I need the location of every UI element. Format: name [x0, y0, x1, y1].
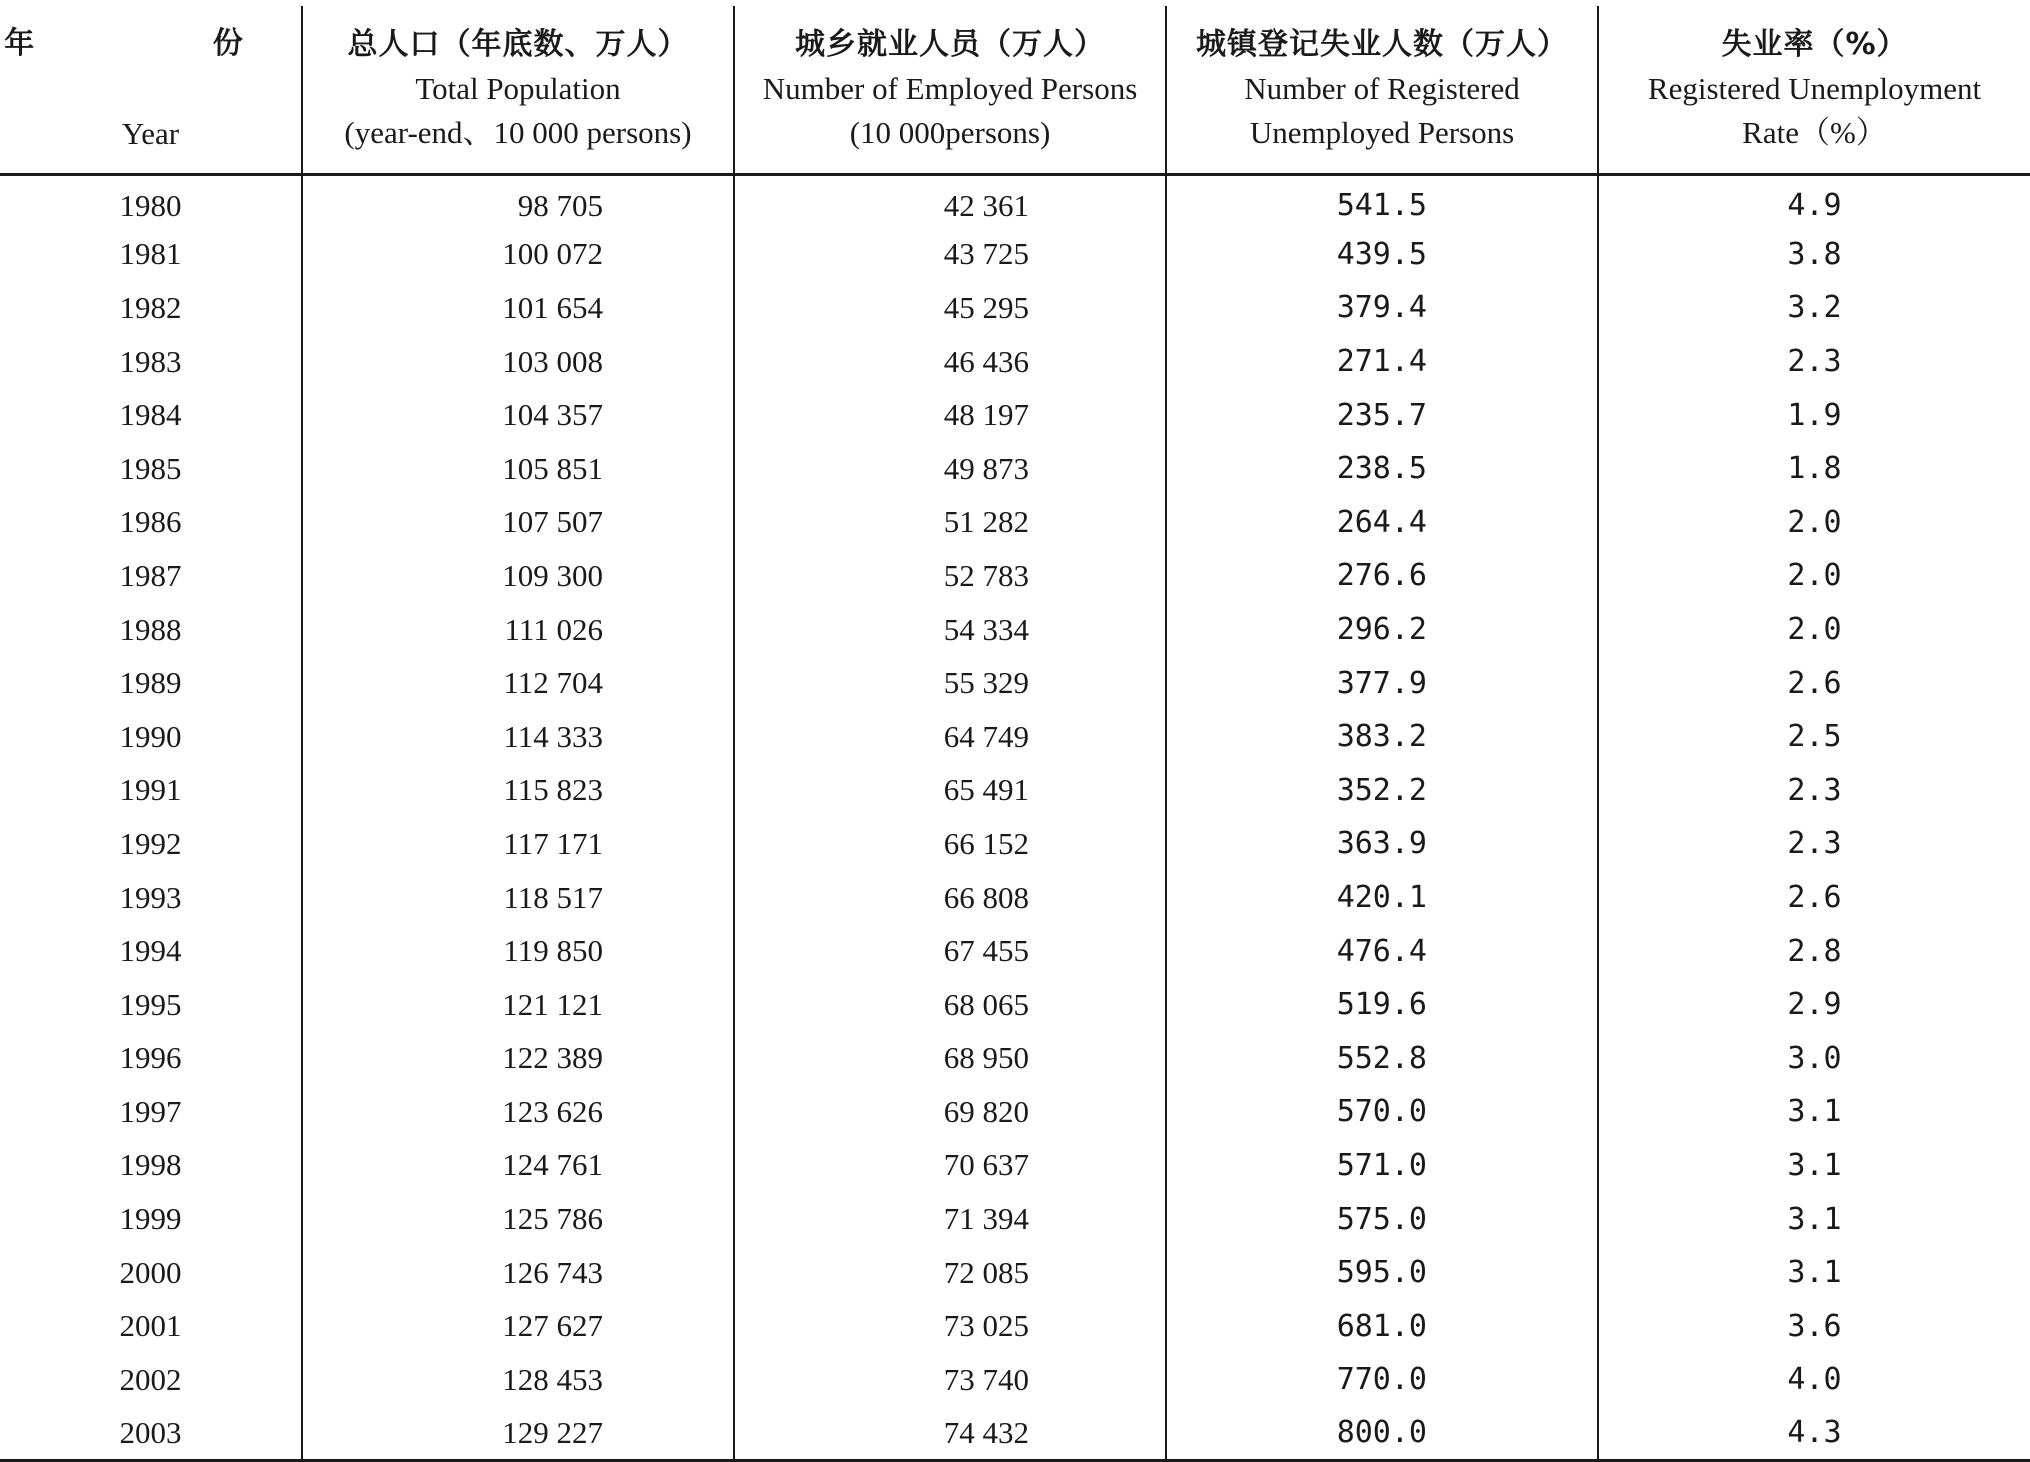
header-unemp-en1: Number of Registered [1244, 71, 1520, 107]
cell-employed-persons: 66 808 [734, 871, 1166, 925]
cell-employed-persons: 67 455 [734, 924, 1166, 978]
employment-statistics-table [0, 6, 2030, 1462]
cell-total-population: 98 705 [302, 174, 734, 228]
table-row [0, 335, 2030, 389]
cell-registered-unemployed: 352.2 [1166, 764, 1598, 818]
table-row [0, 710, 2030, 764]
statistics-table-container [0, 6, 2030, 1462]
cell-total-population: 124 761 [302, 1139, 734, 1193]
table-row [0, 496, 2030, 550]
cell-year: 2001 [119, 1308, 182, 1344]
cell-unemployment-rate: 2.3 [1598, 817, 2030, 871]
cell-year: 2003 [0, 1407, 302, 1461]
cell-total-population: 100 072 [302, 228, 734, 282]
cell-total-population: 122 389 [302, 1032, 734, 1086]
table-row [0, 442, 2030, 496]
header-rate-zh: 失业率（%） [1721, 27, 1908, 63]
table-row [0, 1085, 2030, 1139]
cell-employed-persons: 66 152 [734, 817, 1166, 871]
table-row [0, 764, 2030, 818]
cell-registered-unemployed: 383.2 [1166, 710, 1598, 764]
table-row [0, 1246, 2030, 1300]
cell-employed-persons: 70 637 [734, 1139, 1166, 1193]
cell-unemployment-rate: 4.3 [1598, 1407, 2030, 1461]
table-row [0, 1192, 2030, 1246]
cell-year: 1981 [119, 236, 182, 272]
cell-total-population: 101 654 [302, 281, 734, 335]
cell-unemployment-rate: 3.1 [1598, 1085, 2030, 1139]
table-row [0, 603, 2030, 657]
cell-year: 1996 [119, 1040, 182, 1076]
cell-year: 1988 [119, 611, 182, 647]
cell-employed-persons: 54 334 [734, 603, 1166, 657]
cell-employed-persons: 64 749 [734, 710, 1166, 764]
cell-year: 1995 [119, 986, 182, 1022]
table-row [0, 281, 2030, 335]
table-row [0, 388, 2030, 442]
cell-total-population: 105 851 [302, 442, 734, 496]
header-emp-en1: Number of Employed Persons [762, 71, 1138, 107]
cell-total-population: 107 507 [302, 496, 734, 550]
cell-unemployment-rate: 3.8 [1598, 228, 2030, 282]
cell-total-population: 123 626 [302, 1085, 734, 1139]
cell-unemployment-rate: 4.9 [1598, 174, 2030, 228]
table-row [0, 174, 2030, 228]
cell-employed-persons: 46 436 [734, 335, 1166, 389]
header-year [0, 6, 302, 174]
cell-total-population: 115 823 [302, 764, 734, 818]
cell-year: 2002 [119, 1361, 182, 1397]
cell-registered-unemployed: 519.6 [1166, 978, 1598, 1032]
cell-year: 1999 [119, 1201, 182, 1237]
cell-employed-persons: 52 783 [734, 549, 1166, 603]
cell-registered-unemployed: 377.9 [1166, 656, 1598, 710]
header-rate-en1: Registered Unemployment [1647, 71, 1982, 107]
cell-unemployment-rate: 3.1 [1598, 1139, 2030, 1193]
cell-total-population: 117 171 [302, 817, 734, 871]
header-pop-en1: Total Population [415, 71, 621, 107]
cell-registered-unemployed: 575.0 [1166, 1192, 1598, 1246]
table-row [0, 1353, 2030, 1407]
cell-year: 1993 [119, 879, 182, 915]
cell-employed-persons: 72 085 [734, 1246, 1166, 1300]
cell-unemployment-rate: 3.1 [1598, 1246, 2030, 1300]
cell-year: 1990 [119, 718, 182, 754]
header-row [0, 6, 2030, 174]
cell-employed-persons: 43 725 [734, 228, 1166, 282]
cell-year: 1983 [119, 343, 182, 379]
cell-total-population: 103 008 [302, 335, 734, 389]
cell-registered-unemployed: 235.7 [1166, 388, 1598, 442]
cell-registered-unemployed: 770.0 [1166, 1353, 1598, 1407]
table-row [0, 924, 2030, 978]
table-row [0, 871, 2030, 925]
cell-unemployment-rate: 3.1 [1598, 1192, 2030, 1246]
cell-total-population: 118 517 [302, 871, 734, 925]
cell-employed-persons: 48 197 [734, 388, 1166, 442]
cell-unemployment-rate: 2.0 [1598, 496, 2030, 550]
cell-registered-unemployed: 271.4 [1166, 335, 1598, 389]
table-row [0, 1032, 2030, 1086]
cell-total-population: 125 786 [302, 1192, 734, 1246]
cell-registered-unemployed: 379.4 [1166, 281, 1598, 335]
cell-year: 1997 [119, 1093, 182, 1129]
cell-registered-unemployed: 571.0 [1166, 1139, 1598, 1193]
table-row [0, 1139, 2030, 1193]
cell-registered-unemployed: 363.9 [1166, 817, 1598, 871]
cell-unemployment-rate: 3.2 [1598, 281, 2030, 335]
cell-year: 1992 [119, 825, 182, 861]
cell-registered-unemployed: 264.4 [1166, 496, 1598, 550]
cell-unemployment-rate: 2.0 [1598, 549, 2030, 603]
cell-total-population: 121 121 [302, 978, 734, 1032]
header-year-en: Year [121, 116, 180, 152]
cell-registered-unemployed: 800.0 [1166, 1407, 1598, 1461]
header-rate-en2: Rate（%） [1742, 115, 1887, 151]
cell-employed-persons: 65 491 [734, 764, 1166, 818]
cell-registered-unemployed: 541.5 [1166, 174, 1598, 228]
cell-year: 1985 [119, 450, 182, 486]
cell-year: 1994 [119, 933, 182, 969]
cell-year: 1980 [119, 187, 182, 223]
table-row [0, 978, 2030, 1032]
table-row [0, 1299, 2030, 1353]
cell-unemployment-rate: 2.0 [1598, 603, 2030, 657]
cell-total-population: 128 453 [302, 1353, 734, 1407]
cell-unemployment-rate: 3.6 [1598, 1299, 2030, 1353]
cell-registered-unemployed: 439.5 [1166, 228, 1598, 282]
cell-registered-unemployed: 238.5 [1166, 442, 1598, 496]
cell-year: 1986 [119, 504, 182, 540]
cell-total-population: 126 743 [302, 1246, 734, 1300]
cell-employed-persons: 42 361 [734, 174, 1166, 228]
cell-total-population: 112 704 [302, 656, 734, 710]
cell-employed-persons: 73 740 [734, 1353, 1166, 1407]
table-row [0, 228, 2030, 282]
header-unemp-zh: 城镇登记失业人数（万人） [1196, 27, 1568, 63]
cell-unemployment-rate: 2.9 [1598, 978, 2030, 1032]
cell-registered-unemployed: 681.0 [1166, 1299, 1598, 1353]
cell-employed-persons: 68 065 [734, 978, 1166, 1032]
cell-total-population: 129 227 [302, 1407, 734, 1461]
header-emp-zh: 城乡就业人员（万人） [795, 27, 1105, 63]
cell-total-population: 114 333 [302, 710, 734, 764]
cell-unemployment-rate: 1.9 [1598, 388, 2030, 442]
header-year-zh: 年 份 [4, 26, 297, 62]
cell-employed-persons: 55 329 [734, 656, 1166, 710]
cell-total-population: 111 026 [302, 603, 734, 657]
cell-year: 1982 [119, 289, 182, 325]
cell-employed-persons: 49 873 [734, 442, 1166, 496]
table-header [0, 6, 2030, 174]
cell-employed-persons: 51 282 [734, 496, 1166, 550]
cell-unemployment-rate: 2.3 [1598, 335, 2030, 389]
cell-total-population: 104 357 [302, 388, 734, 442]
cell-year: 1989 [119, 665, 182, 701]
cell-year: 1998 [119, 1147, 182, 1183]
table-body [0, 174, 2030, 1460]
header-pop-zh: 总人口（年底数、万人） [347, 27, 689, 63]
header-emp-en2: (10 000persons) [849, 115, 1051, 151]
cell-employed-persons: 45 295 [734, 281, 1166, 335]
header-unemp-en2: Unemployed Persons [1249, 115, 1515, 151]
cell-registered-unemployed: 552.8 [1166, 1032, 1598, 1086]
cell-registered-unemployed: 420.1 [1166, 871, 1598, 925]
cell-employed-persons: 71 394 [734, 1192, 1166, 1246]
cell-total-population: 109 300 [302, 549, 734, 603]
cell-registered-unemployed: 296.2 [1166, 603, 1598, 657]
cell-year: 1987 [119, 557, 182, 593]
cell-registered-unemployed: 570.0 [1166, 1085, 1598, 1139]
table-row [0, 549, 2030, 603]
cell-unemployment-rate: 2.6 [1598, 656, 2030, 710]
cell-registered-unemployed: 476.4 [1166, 924, 1598, 978]
cell-year: 1984 [119, 397, 182, 433]
cell-unemployment-rate: 4.0 [1598, 1353, 2030, 1407]
cell-year: 1991 [119, 772, 182, 808]
table-row [0, 817, 2030, 871]
header-registered-unemployed [1166, 6, 1598, 174]
cell-employed-persons: 74 432 [734, 1407, 1166, 1461]
cell-unemployment-rate: 3.0 [1598, 1032, 2030, 1086]
cell-registered-unemployed: 595.0 [1166, 1246, 1598, 1300]
cell-total-population: 119 850 [302, 924, 734, 978]
cell-employed-persons: 68 950 [734, 1032, 1166, 1086]
header-unemployment-rate [1598, 6, 2030, 174]
header-pop-en2: (year-end、10 000 persons) [344, 115, 692, 151]
cell-total-population: 127 627 [302, 1299, 734, 1353]
cell-unemployment-rate: 1.8 [1598, 442, 2030, 496]
cell-unemployment-rate: 2.8 [1598, 924, 2030, 978]
header-employed-persons [734, 6, 1166, 174]
cell-registered-unemployed: 276.6 [1166, 549, 1598, 603]
cell-employed-persons: 73 025 [734, 1299, 1166, 1353]
cell-employed-persons: 69 820 [734, 1085, 1166, 1139]
table-row [0, 1407, 2030, 1461]
header-total-population [302, 6, 734, 174]
cell-year: 2000 [119, 1254, 182, 1290]
table-row [0, 656, 2030, 710]
cell-unemployment-rate: 2.5 [1598, 710, 2030, 764]
cell-unemployment-rate: 2.6 [1598, 871, 2030, 925]
cell-unemployment-rate: 2.3 [1598, 764, 2030, 818]
